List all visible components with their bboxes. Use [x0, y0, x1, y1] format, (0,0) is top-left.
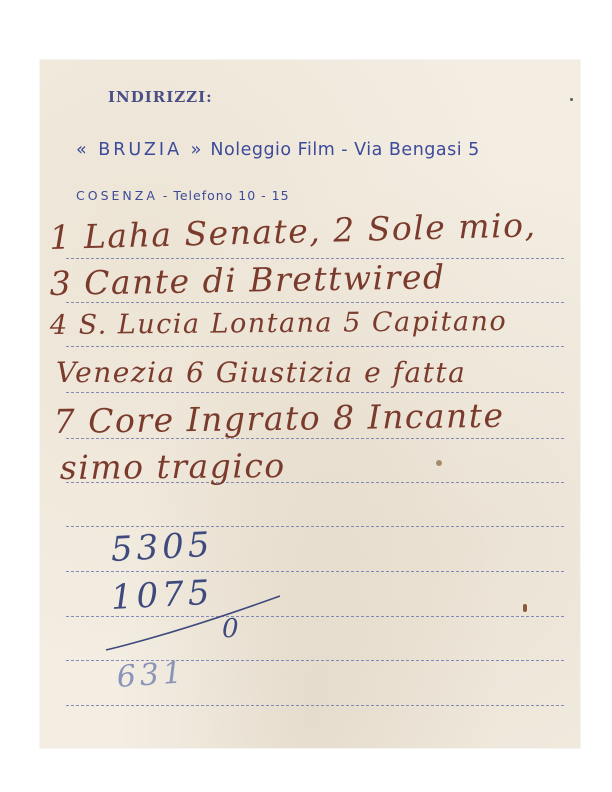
phone-number: - Telefono 10 - 15: [162, 188, 290, 203]
company-name: « BRUZIA »: [76, 140, 205, 160]
calc-subtract-number: 1075: [109, 572, 215, 618]
calc-sum-stroke: [106, 596, 280, 650]
paper-stain: [523, 604, 527, 612]
calc-partial-digit: 0: [222, 614, 243, 644]
handwritten-line: Venezia 6 Giustizia e fatta: [56, 356, 467, 389]
ruled-line: [66, 526, 564, 527]
ruled-line: [66, 302, 564, 303]
handwritten-line: 4 S. Lucia Lontana 5 Capitano: [49, 306, 508, 341]
ruled-line: [66, 392, 564, 393]
calc-sum-line: [100, 588, 290, 658]
ruled-line: [66, 346, 564, 347]
paper-stain: [570, 98, 573, 101]
handwritten-line: simo tragico: [59, 446, 286, 487]
paper-stain: [436, 460, 442, 466]
ruled-line: [66, 705, 564, 706]
ruled-line: [66, 571, 564, 572]
city-name: COSENZA: [76, 188, 158, 203]
handwritten-line: 3 Cante di Brettwired: [49, 257, 446, 303]
calc-top-number: 5305: [109, 524, 215, 570]
company-line: [76, 140, 480, 160]
handwritten-line: 1 Laha Senate, 2 Sole mio,: [48, 205, 537, 257]
calc-result: 631: [115, 655, 188, 695]
handwritten-line: 7 Core Ingrato 8 Incante: [53, 395, 505, 441]
city-line: [76, 188, 290, 203]
page-title: INDIRIZZI:: [108, 88, 213, 106]
company-description: Noleggio Film - Via Bengasi 5: [210, 140, 480, 160]
